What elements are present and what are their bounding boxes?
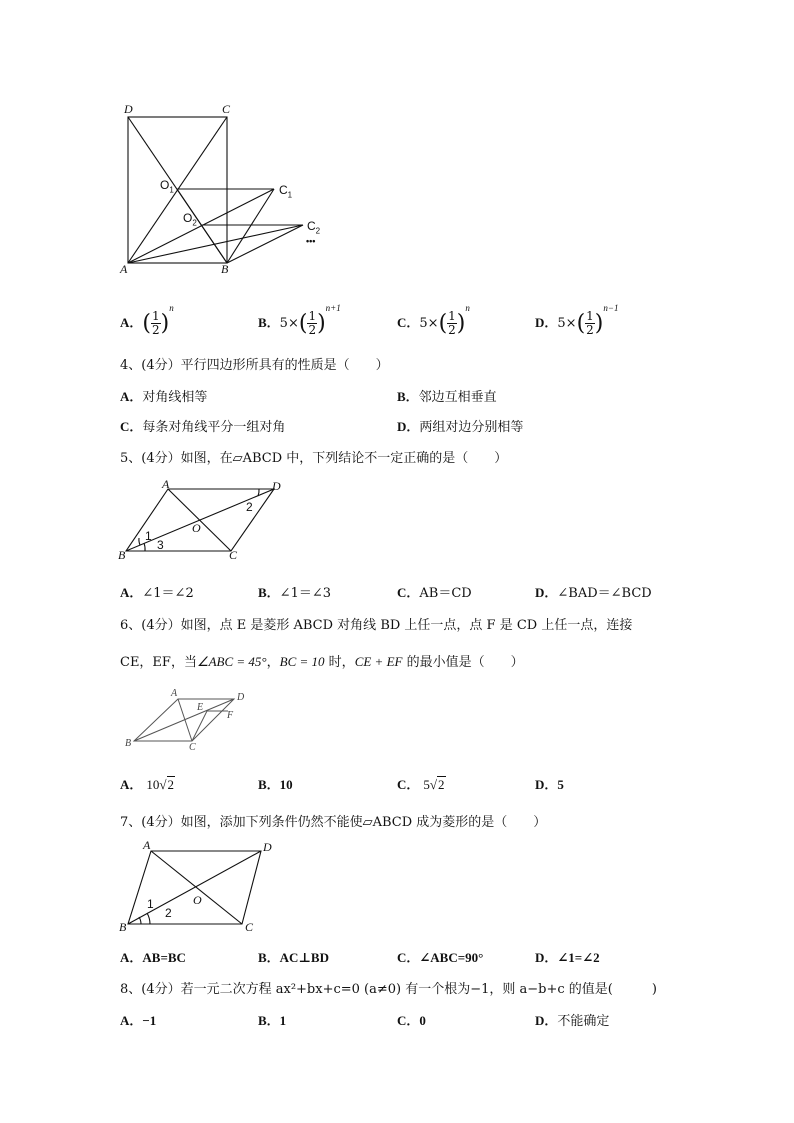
q5-angle-1: 1 — [145, 529, 152, 543]
q7-option-c[interactable]: C．∠ABC=90° — [397, 950, 484, 965]
q7-option-d[interactable]: D．∠1=∠2 — [535, 950, 600, 965]
fig1-label-d: D — [124, 102, 133, 116]
q7-label-a: A — [143, 838, 151, 852]
q5-stem: 5、(4分）如图，在▱ABCD 中，下列结论不一定正确的是（ ） — [120, 451, 508, 466]
q4-option-a[interactable]: A．对角线相等 — [120, 389, 208, 405]
q5-label-c: C — [229, 548, 238, 562]
q6-label-f: F — [227, 710, 234, 721]
q5-figure-parallelogram — [115, 478, 290, 568]
q4-option-d[interactable]: D．两组对边分别相等 — [397, 419, 524, 435]
q6-label-b: B — [125, 738, 132, 749]
q8-option-c[interactable]: C．0 — [397, 1013, 426, 1028]
q5-option-b[interactable]: B．∠1＝∠3 — [258, 585, 331, 601]
q6-stem-line1: 6、(4分）如图，点 E 是菱形 ABCD 对角线 BD 上任一点，点 F 是 CD 上任一点，连接 — [120, 618, 633, 633]
q5-option-a[interactable]: A．∠1＝∠2 — [120, 585, 194, 601]
q7-angle-2: 2 — [165, 906, 172, 920]
q5-option-d[interactable]: D．∠BAD＝∠BCD — [535, 585, 652, 601]
q5-option-c[interactable]: C．AB＝CD — [397, 585, 472, 601]
q8-option-b[interactable]: B．1 — [258, 1013, 287, 1028]
q3-option-b[interactable]: B．5×( $\frac{1}{2}$ )$^{n+1}$ — [258, 303, 341, 337]
q5-angle-3: 3 — [157, 538, 164, 552]
fig1-label-c1: $C_1$ — [279, 183, 293, 200]
q5-label-a: A — [162, 477, 170, 491]
q4-stem: 4、(4分）平行四边形所具有的性质是（ ） — [120, 358, 389, 373]
figure-rectangle-sequence — [110, 95, 340, 285]
q7-figure-parallelogram — [115, 840, 285, 935]
fig1-label-c2: $C_2$ — [307, 219, 321, 236]
q3-option-a[interactable]: A．( $\frac{1}{2}$ )$^n$ — [120, 303, 174, 337]
q5-label-o: O — [192, 521, 201, 535]
q3-option-d[interactable]: D．5×( $\frac{1}{2}$ )$^{n-1}$ — [535, 303, 619, 337]
fig1-label-o1: $O_1$ — [160, 178, 174, 195]
q7-option-a[interactable]: A．AB=BC — [120, 950, 186, 965]
fig1-label-o2: $O_2$ — [183, 211, 197, 228]
q5-angle-2: 2 — [246, 500, 253, 514]
q4-option-b[interactable]: B．邻边互相垂直 — [397, 389, 497, 405]
q7-label-b: B — [119, 920, 127, 934]
q6-stem-line2: CE，EF，当∠ABC = 45°，BC = 10 时，CE + EF 的最小值是（ ） — [120, 654, 524, 670]
q6-option-b[interactable]: B．10 — [258, 777, 293, 792]
q6-label-d: D — [237, 692, 245, 703]
q8-option-d[interactable]: D．不能确定 — [535, 1013, 610, 1029]
fig1-label-b: B — [221, 262, 229, 276]
q8-stem: 8、(4分）若一元二次方程 ax²+bx+c=0 (a≠0) 有一个根为−1，则 a−b+c 的值是( ) — [120, 982, 657, 997]
q6-option-c[interactable]: C． 5√2 — [397, 777, 445, 792]
q7-label-o: O — [193, 893, 202, 907]
q7-option-b[interactable]: B．AC⊥BD — [258, 950, 329, 965]
q4-option-c[interactable]: C．每条对角线平分一组对角 — [120, 419, 286, 435]
q6-label-c: C — [189, 742, 196, 753]
q6-option-a[interactable]: A． 10√2 — [120, 777, 175, 792]
q5-label-d: D — [272, 479, 281, 493]
q7-label-d: D — [263, 840, 272, 854]
q5-label-b: B — [118, 548, 126, 562]
q6-option-d[interactable]: D．5 — [535, 777, 564, 792]
q7-label-c: C — [245, 920, 254, 934]
q6-label-e: E — [197, 702, 204, 713]
q7-angle-1: 1 — [147, 897, 154, 911]
q8-option-a[interactable]: A．−1 — [120, 1013, 157, 1028]
q3-option-c[interactable]: C．5×( $\frac{1}{2}$ )$^n$ — [397, 303, 470, 337]
q6-label-a: A — [171, 688, 178, 699]
fig1-label-a: A — [120, 262, 128, 276]
fig1-ellipsis: ••• — [306, 236, 316, 246]
fig1-label-c: C — [222, 102, 231, 116]
q7-stem: 7、(4分）如图，添加下列条件仍然不能使▱ABCD 成为菱形的是（ ） — [120, 815, 547, 830]
